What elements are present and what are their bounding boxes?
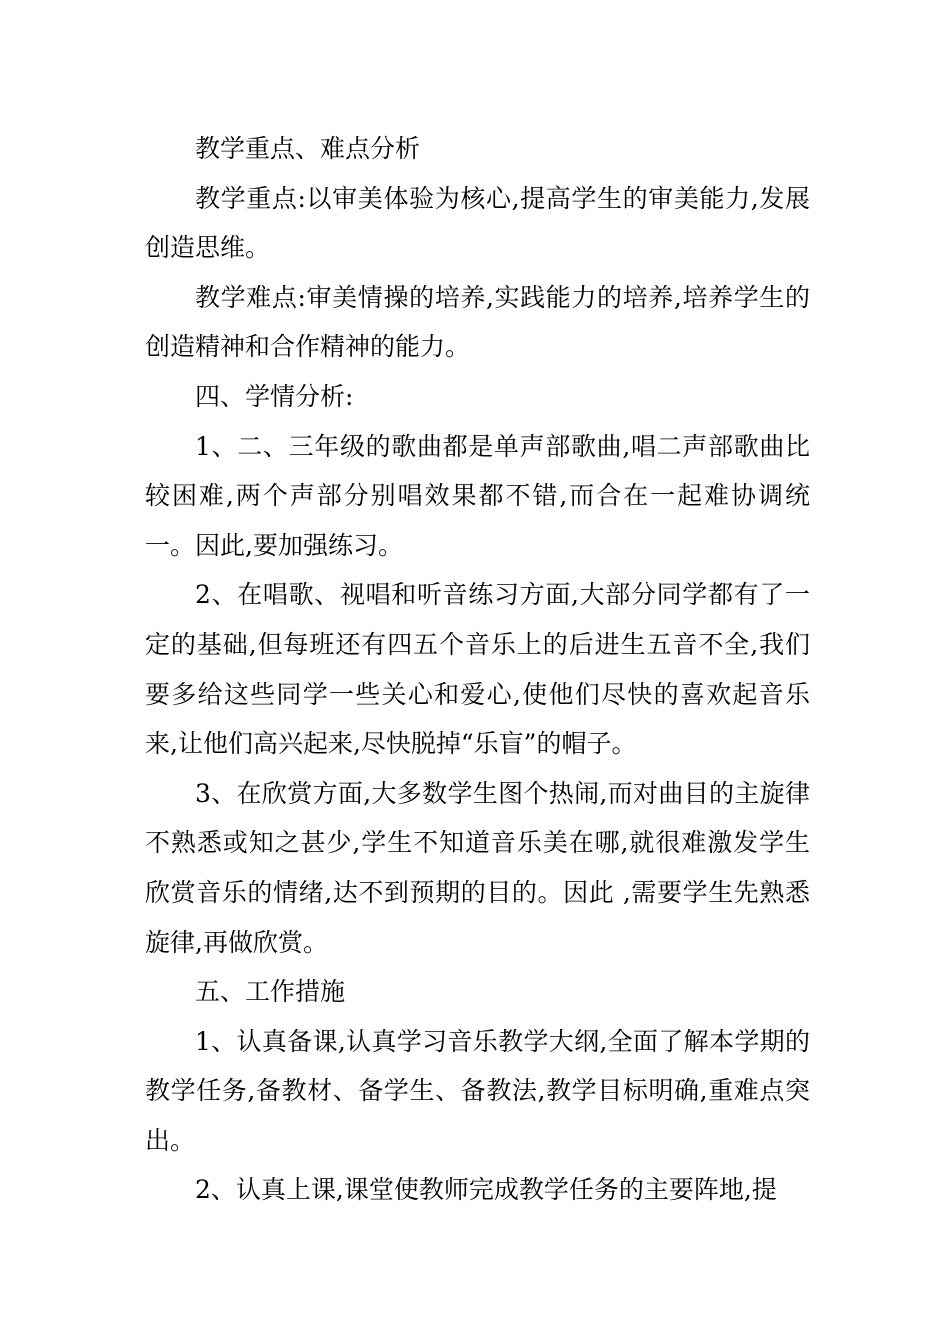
- document-page: [145, 124, 810, 1215]
- paragraph-measure-1: 1、认真备课,认真学习音乐教学大纲,全面了解本学期的教学任务,备教材、备学生、备教法,教学目标明确,重难点突出。: [145, 1026, 810, 1155]
- paragraph-analysis-1: 1、二、三年级的歌曲都是单声部歌曲,唱二声部歌曲比较困难,两个声部分别唱效果都不错,而合在一起难协调统一。因此,要加强练习。: [145, 431, 810, 560]
- paragraph-analysis-2: 2、在唱歌、视唱和听音练习方面,大部分同学都有了一定的基础,但每班还有四五个音乐上的后进生五音不全,我们要多给这些同学一些关心和爱心,使他们尽快的喜欢起音乐来,让他们高兴起来,尽快脱掉“乐盲”的帽子。: [145, 580, 810, 759]
- section-heading-student-analysis: 四、学情分析:: [195, 381, 354, 411]
- paragraph-measure-2: 2、认真上课,课堂使教师完成教学任务的主要阵地,提: [195, 1175, 777, 1205]
- paragraph-analysis-3: 3、在欣赏方面,大多数学生图个热闹,而对曲目的主旋律不熟悉或知之甚少,学生不知道音乐美在哪,就很难激发学生欣赏音乐的情绪,达不到预期的目的。因此 ,需要学生先熟悉旋律,再做欣赏。: [145, 778, 810, 957]
- section-heading-key-points: 教学重点、难点分析: [195, 134, 421, 163]
- section-heading-work-measures: 五、工作措施: [195, 977, 346, 1007]
- paragraph-teaching-focus: 教学重点:以审美体验为核心,提高学生的审美能力,发展创造思维。: [145, 183, 810, 263]
- paragraph-teaching-difficulty: 教学难点:审美情操的培养,实践能力的培养,培养学生的创造精神和合作精神的能力。: [145, 282, 810, 362]
